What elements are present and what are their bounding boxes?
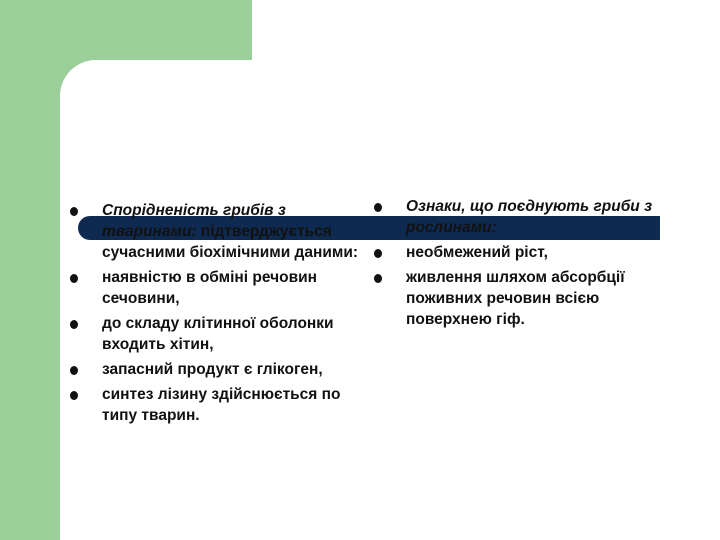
list-item	[70, 359, 360, 380]
list-item	[374, 242, 674, 263]
list-item	[374, 196, 674, 238]
item-text: підтверджується сучасними біохімічними даними:	[102, 223, 359, 261]
item-text: необмежений ріст,	[406, 244, 548, 261]
list-item	[70, 200, 360, 263]
list-item	[374, 267, 674, 330]
bullet-icon	[70, 207, 78, 216]
bullet-icon	[70, 391, 78, 400]
item-text: Ознаки, що поєднують гриби з рослинами:	[406, 198, 652, 236]
item-text: запасний продукт є глікоген,	[102, 361, 323, 378]
list-item	[70, 384, 360, 426]
item-text: живлення шляхом абсорбції поживних речовин всією поверхнею гіф.	[406, 269, 625, 328]
bullet-icon	[70, 366, 78, 375]
list-item	[70, 267, 360, 309]
bullet-icon	[70, 320, 78, 329]
bullet-icon	[70, 274, 78, 283]
bullet-icon	[374, 249, 382, 258]
item-lead: Спорідненість грибів з тваринами:	[102, 202, 286, 240]
right-bullet-list	[374, 196, 674, 330]
bullet-icon	[374, 203, 382, 212]
bullet-icon	[374, 274, 382, 283]
item-text: синтез лізину здійснюється по типу тварин.	[102, 386, 341, 424]
item-text: наявністю в обміні речовин сечовини,	[102, 269, 317, 307]
left-bullet-list	[70, 200, 360, 426]
item-text: до складу клітинної оболонки входить хітин,	[102, 315, 334, 353]
list-item	[70, 313, 360, 355]
